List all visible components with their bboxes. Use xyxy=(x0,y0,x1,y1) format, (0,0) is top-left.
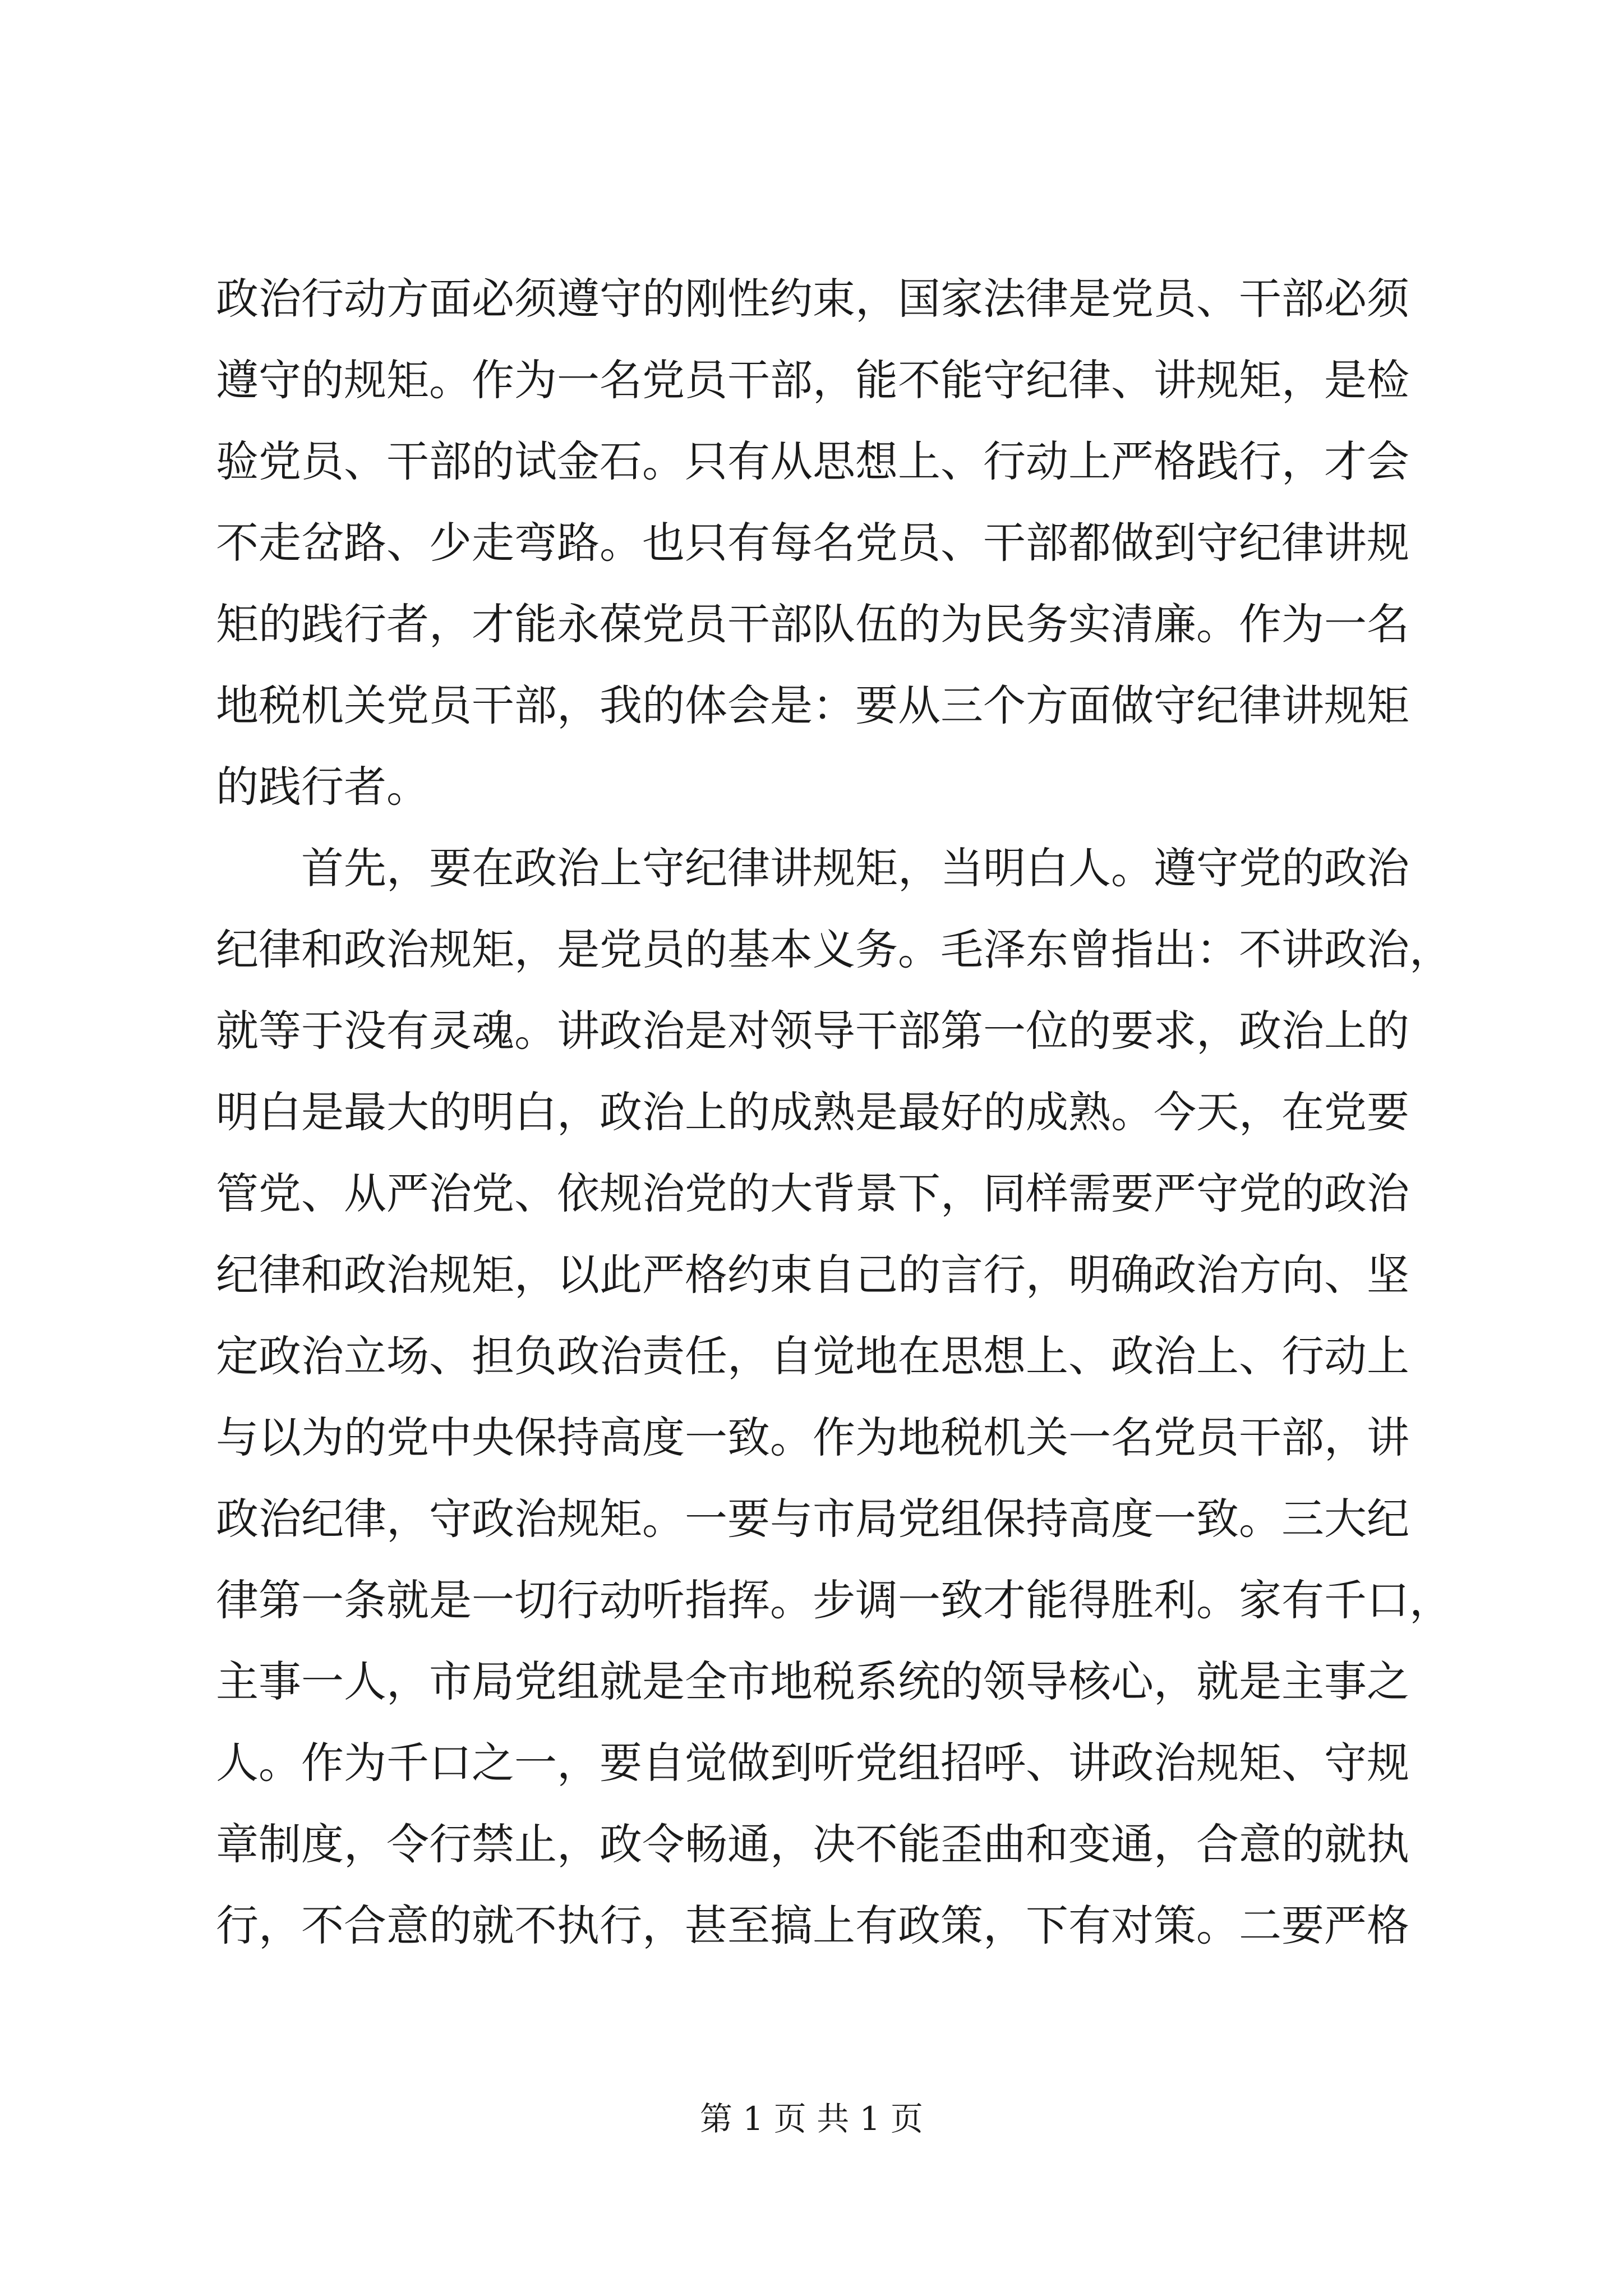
text-line: 遵守的规矩。作为一名党员干部，能不能守纪律、讲规矩，是检 xyxy=(216,355,1409,405)
text-line: 行，不合意的就不执行，甚至搞上有政策，下有对策。二要严格 xyxy=(216,1901,1409,1950)
text-line: 定政治立场、担负政治责任，自觉地在思想上、政治上、行动上 xyxy=(216,1331,1409,1381)
text-line: 明白是最大的明白，政治上的成熟是最好的成熟。今天，在党要 xyxy=(216,1087,1409,1137)
text-line: 管党、从严治党、依规治党的大背景下，同样需要严守党的政治 xyxy=(216,1168,1409,1218)
text-line: 与以为的党中央保持高度一致。作为地税机关一名党员干部，讲 xyxy=(216,1412,1409,1462)
text-line: 不走岔路、少走弯路。也只有每名党员、干部都做到守纪律讲规 xyxy=(216,518,1409,568)
text-line: 政治行动方面必须遵守的刚性约束，国家法律是党员、干部必须 xyxy=(216,274,1409,324)
text-line: 地税机关党员干部，我的体会是：要从三个方面做守纪律讲规矩 xyxy=(216,680,1409,730)
text-line: 验党员、干部的试金石。只有从思想上、行动上严格践行，才会 xyxy=(216,436,1409,486)
text-line: 的践行者。 xyxy=(216,762,429,812)
body-text xyxy=(216,258,1452,1966)
text-line: 矩的践行者，才能永葆党员干部队伍的为民务实清廉。作为一名 xyxy=(216,599,1409,649)
text-line: 章制度，令行禁止，政令畅通，决不能歪曲和变通，合意的就执 xyxy=(216,1819,1409,1869)
text-line: 主事一人，市局党组就是全市地税系统的领导核心，就是主事之 xyxy=(216,1657,1409,1706)
text-line: 律第一条就是一切行动听指挥。步调一致才能得胜利。家有千口， xyxy=(216,1575,1452,1625)
page-footer: 第 1 页 共 1 页 xyxy=(700,2100,923,2138)
text-line: 纪律和政治规矩，是党员的基本义务。毛泽东曾指出：不讲政治， xyxy=(216,924,1452,974)
text-line: 就等于没有灵魂。讲政治是对领导干部第一位的要求，政治上的 xyxy=(216,1006,1409,1056)
text-line: 首先，要在政治上守纪律讲规矩，当明白人。遵守党的政治 xyxy=(301,843,1409,893)
text-line: 纪律和政治规矩，以此严格约束自己的言行，明确政治方向、坚 xyxy=(216,1250,1409,1300)
text-line: 政治纪律，守政治规矩。一要与市局党组保持高度一致。三大纪 xyxy=(216,1494,1409,1544)
text-line: 人。作为千口之一，要自觉做到听党组招呼、讲政治规矩、守规 xyxy=(216,1738,1409,1788)
